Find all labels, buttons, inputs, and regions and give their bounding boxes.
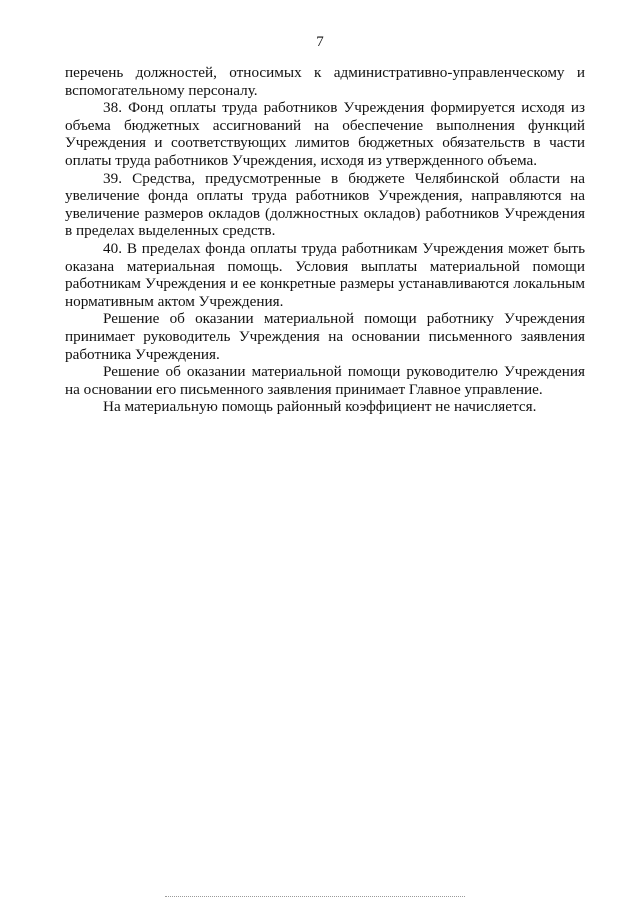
paragraph-item-38: 38. Фонд оплаты труда работников Учреждения формируется исходя из объема бюджетных ассигнований на обеспечение выполнения функций Учреждения и соответствующих лимитов бюджетных обязательств в части оплаты труда работников Учреждения, исходя из утвержденного объема. [65, 99, 585, 169]
paragraph-regional-coefficient: На материальную помощь районный коэффициент не начисляется. [103, 398, 537, 416]
page-number: 7 [316, 34, 324, 50]
document-body [65, 64, 585, 416]
paragraph-decision-employee: Решение об оказании материальной помощи работнику Учреждения принимает руководитель Учреждения на основании письменного заявления работника Учреждения. [65, 310, 585, 363]
paragraph-decision-head: Решение об оказании материальной помощи руководителю Учреждения на основании его письменного заявления принимает Главное управление. [65, 363, 585, 398]
paragraph-item-39: 39. Средства, предусмотренные в бюджете Челябинской области на увеличение фонда оплаты труда работников Учреждения, направляются на увеличение размеров окладов (должностных окладов) работников Учреждения в пределах выделенных средств. [65, 169, 585, 240]
paragraph-continuation: перечень должностей, относимых к административно-управленческому и вспомогательному персоналу. [65, 64, 585, 99]
scan-artifact-line [165, 896, 465, 899]
paragraph-item-40: 40. В пределах фонда оплаты труда работникам Учреждения может быть оказана материальная помощь. Условия выплаты материальной помощи работникам Учреждения и ее конкретные размеры устанавливаются локальным нормативным актом Учреждения. [65, 239, 585, 310]
